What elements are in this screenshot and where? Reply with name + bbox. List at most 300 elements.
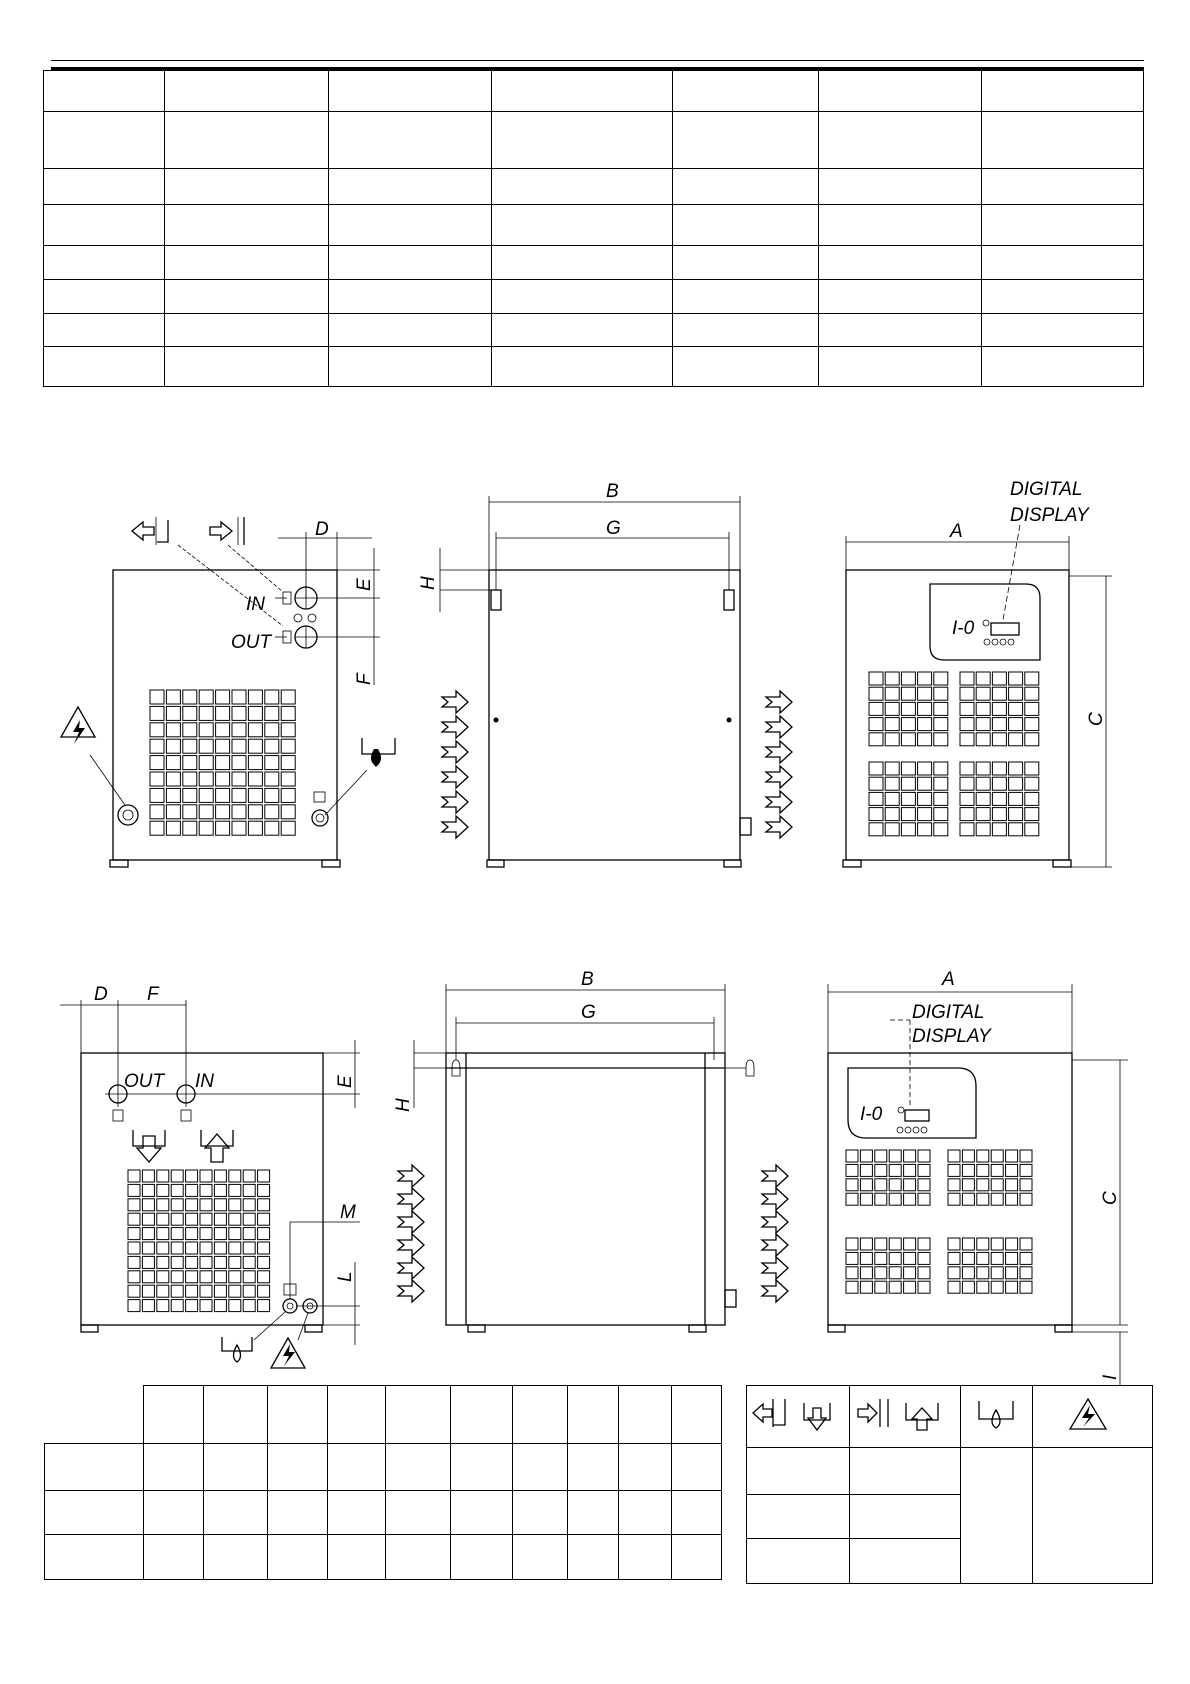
grille-cell: [889, 1238, 901, 1250]
grille-cell: [1020, 1164, 1032, 1176]
grille-cell: [860, 1150, 872, 1162]
grille-cell: [962, 1238, 974, 1250]
grille-cell: [150, 788, 164, 802]
dim-g-bottom: G: [581, 1002, 596, 1023]
grille-cell: [200, 1184, 212, 1196]
grille-cell: [977, 1281, 989, 1293]
grille-cell: [229, 1199, 241, 1211]
grille-cell: [265, 821, 279, 835]
grille-cell: [918, 672, 932, 685]
dimensions-table: [44, 1385, 722, 1580]
grille-cell: [976, 792, 990, 805]
grille-cell: [889, 1164, 901, 1176]
grille-cell: [976, 672, 990, 685]
grille-cell: [248, 690, 262, 704]
grille-cell: [128, 1170, 140, 1182]
grille-cell: [885, 823, 899, 836]
grille-cell: [171, 1199, 183, 1211]
header-electrical-cell: [1033, 1386, 1153, 1448]
grille-cell: [1025, 808, 1039, 821]
grille-cell: [918, 718, 932, 731]
grille-cell: [991, 1150, 1003, 1162]
grille-cell: [216, 690, 230, 704]
grille-cell: [918, 1238, 930, 1250]
grille-cell: [1006, 1252, 1018, 1264]
grille-cell: [157, 1199, 169, 1211]
grille-cell: [1006, 1238, 1018, 1250]
grille-cell: [918, 702, 932, 715]
grille-cell: [1009, 823, 1023, 836]
grille-cell: [976, 687, 990, 700]
grille-cell: [150, 723, 164, 737]
grille-cell: [948, 1179, 960, 1191]
airflow-arrow-icon: [762, 1165, 788, 1187]
grille-cell: [243, 1199, 255, 1211]
grille-cell: [918, 823, 932, 836]
grille-cell: [976, 733, 990, 746]
grille-cell: [962, 1281, 974, 1293]
grille-cell: [976, 808, 990, 821]
dim-c-bottom: C: [1100, 1191, 1121, 1205]
grille-cell: [258, 1271, 270, 1283]
grille-cell: [991, 1267, 1003, 1279]
grille-cell: [875, 1281, 887, 1293]
grille-cell: [281, 706, 295, 720]
grille-cell: [889, 1281, 901, 1293]
grille-cell: [885, 672, 899, 685]
grille-cell: [265, 690, 279, 704]
grille-cell: [216, 805, 230, 819]
grille-cell: [869, 672, 883, 685]
grille-cell: [991, 1179, 1003, 1191]
grille-cell: [948, 1150, 960, 1162]
grille-cell: [171, 1170, 183, 1182]
grille-cell: [1006, 1150, 1018, 1162]
grille-cell: [1020, 1150, 1032, 1162]
grille-cell: [960, 687, 974, 700]
grille-cell: [1025, 777, 1039, 790]
grille-cell: [918, 1164, 930, 1176]
grille-cell: [1025, 823, 1039, 836]
grille-cell: [1020, 1193, 1032, 1205]
grille-cell: [265, 723, 279, 737]
grille-cell: [258, 1170, 270, 1182]
grille-cell: [977, 1150, 989, 1162]
grille-cell: [934, 823, 948, 836]
grille-cell: [901, 733, 915, 746]
grille-cell: [186, 1271, 198, 1283]
grille-cell: [166, 756, 180, 770]
grille-cell: [157, 1256, 169, 1268]
grille-cell: [183, 788, 197, 802]
grille-cell: [265, 739, 279, 753]
grille-cell: [875, 1164, 887, 1176]
grille-cell: [885, 702, 899, 715]
air-outlet-icon: [747, 1386, 847, 1442]
air-inlet-icon: [850, 1386, 958, 1442]
grille-cell: [214, 1170, 226, 1182]
grille-cell: [960, 718, 974, 731]
grille-cell: [885, 792, 899, 805]
airflow-arrow-icon: [442, 791, 468, 813]
grille-cell: [232, 772, 246, 786]
grille-cell: [901, 777, 915, 790]
grille-cell: [265, 772, 279, 786]
dim-g-top: G: [606, 518, 621, 539]
grille-cell: [1006, 1164, 1018, 1176]
grille-cell: [885, 777, 899, 790]
grille-cell: [869, 762, 883, 775]
grille-cell: [992, 808, 1006, 821]
grille-cell: [918, 687, 932, 700]
grille-cell: [142, 1271, 154, 1283]
grille-cell: [243, 1271, 255, 1283]
grille-cell: [142, 1184, 154, 1196]
grille-cell: [199, 788, 213, 802]
grille-cell: [948, 1252, 960, 1264]
grille-cell: [166, 739, 180, 753]
grille-cell: [229, 1184, 241, 1196]
grille-cell: [248, 723, 262, 737]
grille-cell: [846, 1252, 858, 1264]
grille-cell: [869, 702, 883, 715]
grille-cell: [142, 1213, 154, 1225]
grille-cell: [918, 1281, 930, 1293]
grille-cell: [142, 1256, 154, 1268]
grille-cell: [166, 723, 180, 737]
grille-cell: [199, 772, 213, 786]
grille-cell: [166, 706, 180, 720]
grille-cell: [128, 1213, 140, 1225]
grille-cell: [875, 1150, 887, 1162]
airflow-arrow-icon: [442, 716, 468, 738]
grille-cell: [200, 1170, 212, 1182]
grille-cell: [281, 772, 295, 786]
grille-cell: [934, 733, 948, 746]
grille-cell: [885, 808, 899, 821]
grille-cell: [885, 718, 899, 731]
grille-cell: [142, 1199, 154, 1211]
grille-cell: [243, 1170, 255, 1182]
grille-cell: [1009, 808, 1023, 821]
airflow-arrow-icon: [442, 816, 468, 838]
grille-cell: [248, 788, 262, 802]
grille-cell: [186, 1213, 198, 1225]
drain-icon: [961, 1386, 1031, 1442]
grille-cell: [860, 1281, 872, 1293]
grille-cell: [150, 756, 164, 770]
grille-cell: [885, 687, 899, 700]
grille-cell: [157, 1213, 169, 1225]
airflow-arrow-icon: [766, 741, 792, 763]
grille-cell: [248, 772, 262, 786]
grille-cell: [200, 1300, 212, 1312]
grille-cell: [1006, 1193, 1018, 1205]
grille-cell: [243, 1300, 255, 1312]
grille-cell: [860, 1164, 872, 1176]
dim-d-bottom: D: [94, 984, 108, 1005]
grille-cell: [200, 1271, 212, 1283]
grille-cell: [976, 762, 990, 775]
grille-cell: [904, 1281, 916, 1293]
grille-cell: [1009, 777, 1023, 790]
grille-cell: [258, 1213, 270, 1225]
grille-cell: [875, 1193, 887, 1205]
grille-cell: [186, 1300, 198, 1312]
grille-cell: [166, 772, 180, 786]
grille-cell: [992, 733, 1006, 746]
grille-cell: [992, 672, 1006, 685]
grille-cell: [243, 1228, 255, 1240]
grille-cell: [258, 1256, 270, 1268]
grille-cell: [171, 1228, 183, 1240]
grille-cell: [976, 823, 990, 836]
grille-cell: [991, 1164, 1003, 1176]
grille-cell: [860, 1238, 872, 1250]
grille-cell: [216, 723, 230, 737]
dim-b-top: B: [606, 481, 619, 502]
grille-cell: [960, 672, 974, 685]
grille-cell: [258, 1184, 270, 1196]
grille-cell: [869, 777, 883, 790]
grille-cell: [142, 1170, 154, 1182]
grille-cell: [992, 777, 1006, 790]
grille-cell: [948, 1238, 960, 1250]
grille-cell: [846, 1193, 858, 1205]
grille-cell: [171, 1300, 183, 1312]
grille-cell: [229, 1300, 241, 1312]
airflow-arrow-icon: [398, 1280, 424, 1302]
grille-cell: [889, 1150, 901, 1162]
airflow-arrow-icon: [442, 691, 468, 713]
grille-cell: [265, 756, 279, 770]
airflow-arrow-icon: [766, 691, 792, 713]
grille-cell: [846, 1238, 858, 1250]
grille-cell: [960, 762, 974, 775]
grille-cell: [1009, 762, 1023, 775]
grille-cell: [960, 733, 974, 746]
grille-cell: [142, 1242, 154, 1254]
grille-cell: [918, 733, 932, 746]
grille-cell: [991, 1193, 1003, 1205]
grille-cell: [1025, 762, 1039, 775]
grille-cell: [150, 690, 164, 704]
grille-cell: [1025, 672, 1039, 685]
airflow-arrow-icon: [766, 716, 792, 738]
grille-cell: [171, 1242, 183, 1254]
airflow-arrow-icon: [766, 816, 792, 838]
grille-cell: [992, 702, 1006, 715]
header-inlet-cell: [850, 1386, 961, 1448]
dim-f-bottom: F: [147, 984, 159, 1005]
grille-cell: [229, 1228, 241, 1240]
grille-cell: [157, 1271, 169, 1283]
grille-cell: [183, 772, 197, 786]
grille-cell: [199, 690, 213, 704]
grille-cell: [934, 777, 948, 790]
grille-cell: [976, 777, 990, 790]
grille-cell: [281, 690, 295, 704]
grille-cell: [186, 1199, 198, 1211]
grille-cell: [183, 690, 197, 704]
grille-cell: [869, 792, 883, 805]
grille-cell: [200, 1228, 212, 1240]
grille-cell: [157, 1300, 169, 1312]
grille-cell: [157, 1170, 169, 1182]
grille-cell: [232, 756, 246, 770]
grille-cell: [992, 718, 1006, 731]
grille-cell: [962, 1150, 974, 1162]
dim-d-top: D: [315, 519, 329, 540]
grille-cell: [248, 805, 262, 819]
grille-cell: [150, 706, 164, 720]
dim-f-top: F: [354, 673, 375, 685]
grille-cell: [232, 739, 246, 753]
grille-cell: [232, 706, 246, 720]
grille-cell: [1020, 1179, 1032, 1191]
airflow-arrow-icon: [398, 1188, 424, 1210]
grille-cell: [885, 733, 899, 746]
grille-cell: [901, 823, 915, 836]
grille-cell: [1009, 687, 1023, 700]
grille-cell: [128, 1285, 140, 1297]
grille-cell: [248, 756, 262, 770]
label-out-top: OUT: [231, 632, 272, 653]
grille-cell: [885, 762, 899, 775]
grille-cell: [186, 1170, 198, 1182]
grille-cell: [904, 1238, 916, 1250]
grille-cell: [232, 821, 246, 835]
grille-cell: [171, 1271, 183, 1283]
grille-cell: [128, 1256, 140, 1268]
dim-a-bottom: A: [942, 969, 955, 990]
grille-cell: [976, 718, 990, 731]
grille-cell: [186, 1256, 198, 1268]
grille-cell: [901, 792, 915, 805]
grille-cell: [281, 756, 295, 770]
grille-cell: [150, 821, 164, 835]
grille-cell: [869, 733, 883, 746]
grille-cell: [128, 1199, 140, 1211]
header-rule: [51, 60, 1144, 61]
grille-cell: [229, 1242, 241, 1254]
grille-cell: [214, 1184, 226, 1196]
grille-cell: [150, 772, 164, 786]
grille-cell: [281, 805, 295, 819]
grille-cell: [960, 702, 974, 715]
grille-cell: [960, 823, 974, 836]
grille-cell: [1009, 702, 1023, 715]
grille-cell: [977, 1267, 989, 1279]
grille-cell: [281, 723, 295, 737]
grille-cell: [1006, 1281, 1018, 1293]
airflow-arrow-icon: [398, 1165, 424, 1187]
grille-cell: [904, 1193, 916, 1205]
dim-b-bottom: B: [581, 969, 594, 990]
grille-cell: [901, 718, 915, 731]
grille-cell: [948, 1193, 960, 1205]
electrical-hazard-icon: [1033, 1386, 1151, 1442]
grille-cell: [977, 1164, 989, 1176]
grille-cell: [918, 762, 932, 775]
grille-cell: [186, 1285, 198, 1297]
label-out-bottom: OUT: [124, 1071, 165, 1092]
dim-m-bottom: M: [340, 1202, 356, 1223]
grille-cell: [166, 821, 180, 835]
grille-cell: [199, 723, 213, 737]
grille-cell: [200, 1256, 212, 1268]
airflow-arrow-icon: [442, 766, 468, 788]
grille-cell: [948, 1267, 960, 1279]
grille-cell: [901, 672, 915, 685]
grille-cell: [904, 1252, 916, 1264]
airflow-arrow-icon: [766, 766, 792, 788]
grille-cell: [962, 1193, 974, 1205]
grille-cell: [216, 788, 230, 802]
grille-cell: [232, 805, 246, 819]
grille-cell: [846, 1150, 858, 1162]
dim-h-top: H: [418, 576, 439, 590]
grille-cell: [1025, 718, 1039, 731]
digital-display-label-2: DISPLAY: [1010, 505, 1089, 526]
grille-cell: [977, 1252, 989, 1264]
dim-e-top: E: [354, 578, 375, 591]
dim-a-top: A: [950, 521, 963, 542]
grille-cell: [142, 1300, 154, 1312]
grille-cell: [229, 1256, 241, 1268]
grille-cell: [199, 805, 213, 819]
grille-cell: [229, 1285, 241, 1297]
grille-cell: [1009, 733, 1023, 746]
grille-cell: [214, 1300, 226, 1312]
grille-cell: [962, 1252, 974, 1264]
grille-cell: [248, 821, 262, 835]
grille-cell: [1020, 1281, 1032, 1293]
connections-table: [746, 1385, 1153, 1584]
label-in-top: IN: [246, 594, 265, 615]
grille-cell: [948, 1281, 960, 1293]
grille-cell: [128, 1228, 140, 1240]
dim-c-top: C: [1086, 712, 1107, 726]
grille-cell: [860, 1179, 872, 1191]
grille-cell: [128, 1271, 140, 1283]
grille-cell: [977, 1179, 989, 1191]
grille-cell: [1020, 1267, 1032, 1279]
grille-cell: [1025, 792, 1039, 805]
grille-cell: [183, 723, 197, 737]
grille-cell: [150, 739, 164, 753]
grille-cell: [869, 687, 883, 700]
grille-cell: [265, 805, 279, 819]
switch-label-bottom: I-0: [860, 1104, 883, 1125]
grille-cell: [1025, 733, 1039, 746]
grille-cell: [216, 706, 230, 720]
grille-cell: [214, 1242, 226, 1254]
grille-cell: [183, 821, 197, 835]
grille-cell: [869, 823, 883, 836]
grille-cell: [860, 1252, 872, 1264]
grille-cell: [157, 1228, 169, 1240]
grille-cell: [265, 706, 279, 720]
header-drain-cell: [961, 1386, 1033, 1448]
grille-cell: [183, 706, 197, 720]
airflow-arrow-icon: [762, 1234, 788, 1256]
grille-cell: [960, 808, 974, 821]
grille-cell: [281, 788, 295, 802]
grille-cell: [889, 1267, 901, 1279]
grille-cell: [214, 1285, 226, 1297]
grille-cell: [200, 1242, 212, 1254]
